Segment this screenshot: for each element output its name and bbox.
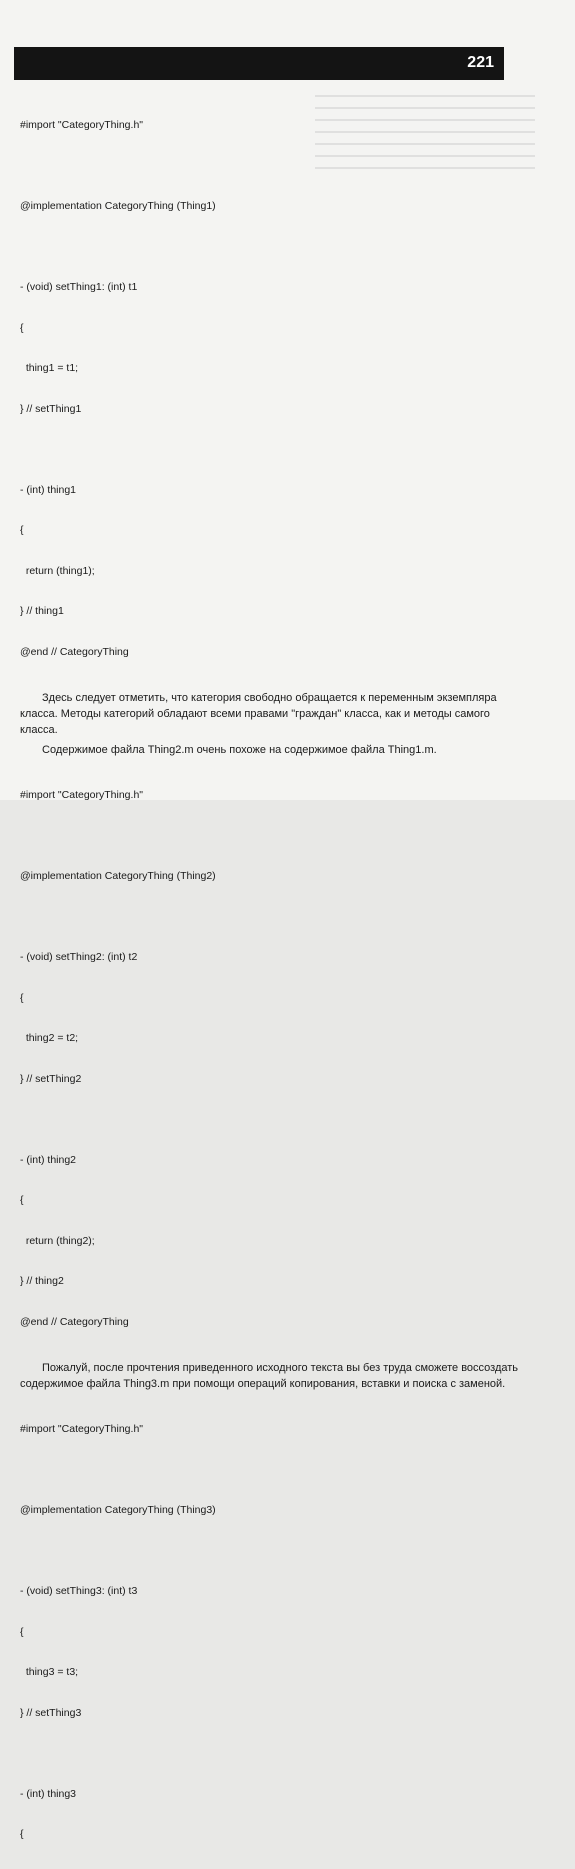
code-line [20, 1747, 525, 1761]
code-line: #import "CategoryThing.h" [20, 1423, 144, 1435]
code-line: @end // CategoryThing [20, 1315, 129, 1328]
code-line: { [20, 524, 24, 536]
paragraph-thing3-intro: Пожалуй, после прочтения приведенного исходного текста вы без труда сможете воссоздать содержимое файла Thing3.m при помощи операций копирования, вставки и поиска с заменой. [20, 1362, 519, 1390]
code-line: @implementation CategoryThing (Thing1) [20, 200, 216, 212]
code-block-thing3 [20, 1396, 525, 1869]
code-line: @end // CategoryThing [20, 645, 129, 658]
code-line [20, 160, 525, 174]
code-line: { [20, 1194, 24, 1206]
paragraph-thing2-intro: Содержимое файла Thing2.m очень похоже на содержимое файла Thing1.m. [42, 744, 437, 756]
code-line: } // setThing2 [20, 1072, 82, 1085]
code-line: @implementation CategoryThing (Thing2) [20, 870, 216, 882]
code-line: } // thing2 [20, 1275, 64, 1287]
code-line: - (void) setThing2: (int) t2 [20, 951, 138, 963]
code-line: return (thing1); [20, 564, 95, 577]
code-block-thing1 [20, 92, 525, 686]
paragraph-category-access: Здесь следует отметить, что категория свободно обращается к переменным экземпляра класса. Методы категорий обладают всеми правами "граждан" класса, как и методы самого класса. [20, 692, 497, 736]
code-line [20, 830, 525, 844]
code-line: { [20, 991, 24, 1004]
code-line: } // thing1 [20, 605, 64, 617]
page-number: 221 [467, 54, 494, 71]
code-line: - (int) thing2 [20, 1153, 77, 1166]
code-line [20, 1464, 525, 1478]
code-line: } // setThing1 [20, 402, 82, 415]
code-line: #import "CategoryThing.h" [20, 789, 144, 801]
code-line: - (void) setThing3: (int) t3 [20, 1585, 138, 1597]
code-line: - (int) thing3 [20, 1787, 77, 1800]
code-line: { [20, 1828, 24, 1840]
code-line [20, 1545, 525, 1559]
code-line: - (int) thing1 [20, 483, 77, 496]
code-line [20, 911, 525, 925]
code-line: thing2 = t2; [20, 1032, 79, 1044]
page-content [20, 92, 525, 1869]
code-line: return (thing2); [20, 1234, 95, 1247]
code-block-thing2 [20, 762, 525, 1356]
page-header-bar [14, 47, 504, 80]
code-line [20, 1113, 525, 1127]
code-line: { [20, 1625, 24, 1638]
code-line: thing3 = t3; [20, 1666, 79, 1678]
code-line: - (void) setThing1: (int) t1 [20, 281, 138, 293]
code-line: { [20, 321, 24, 334]
code-line: thing1 = t1; [20, 362, 79, 374]
code-line: } // setThing3 [20, 1706, 82, 1719]
code-line: @implementation CategoryThing (Thing3) [20, 1504, 216, 1516]
code-line [20, 443, 525, 457]
code-line: #import "CategoryThing.h" [20, 119, 144, 131]
code-line [20, 241, 525, 255]
